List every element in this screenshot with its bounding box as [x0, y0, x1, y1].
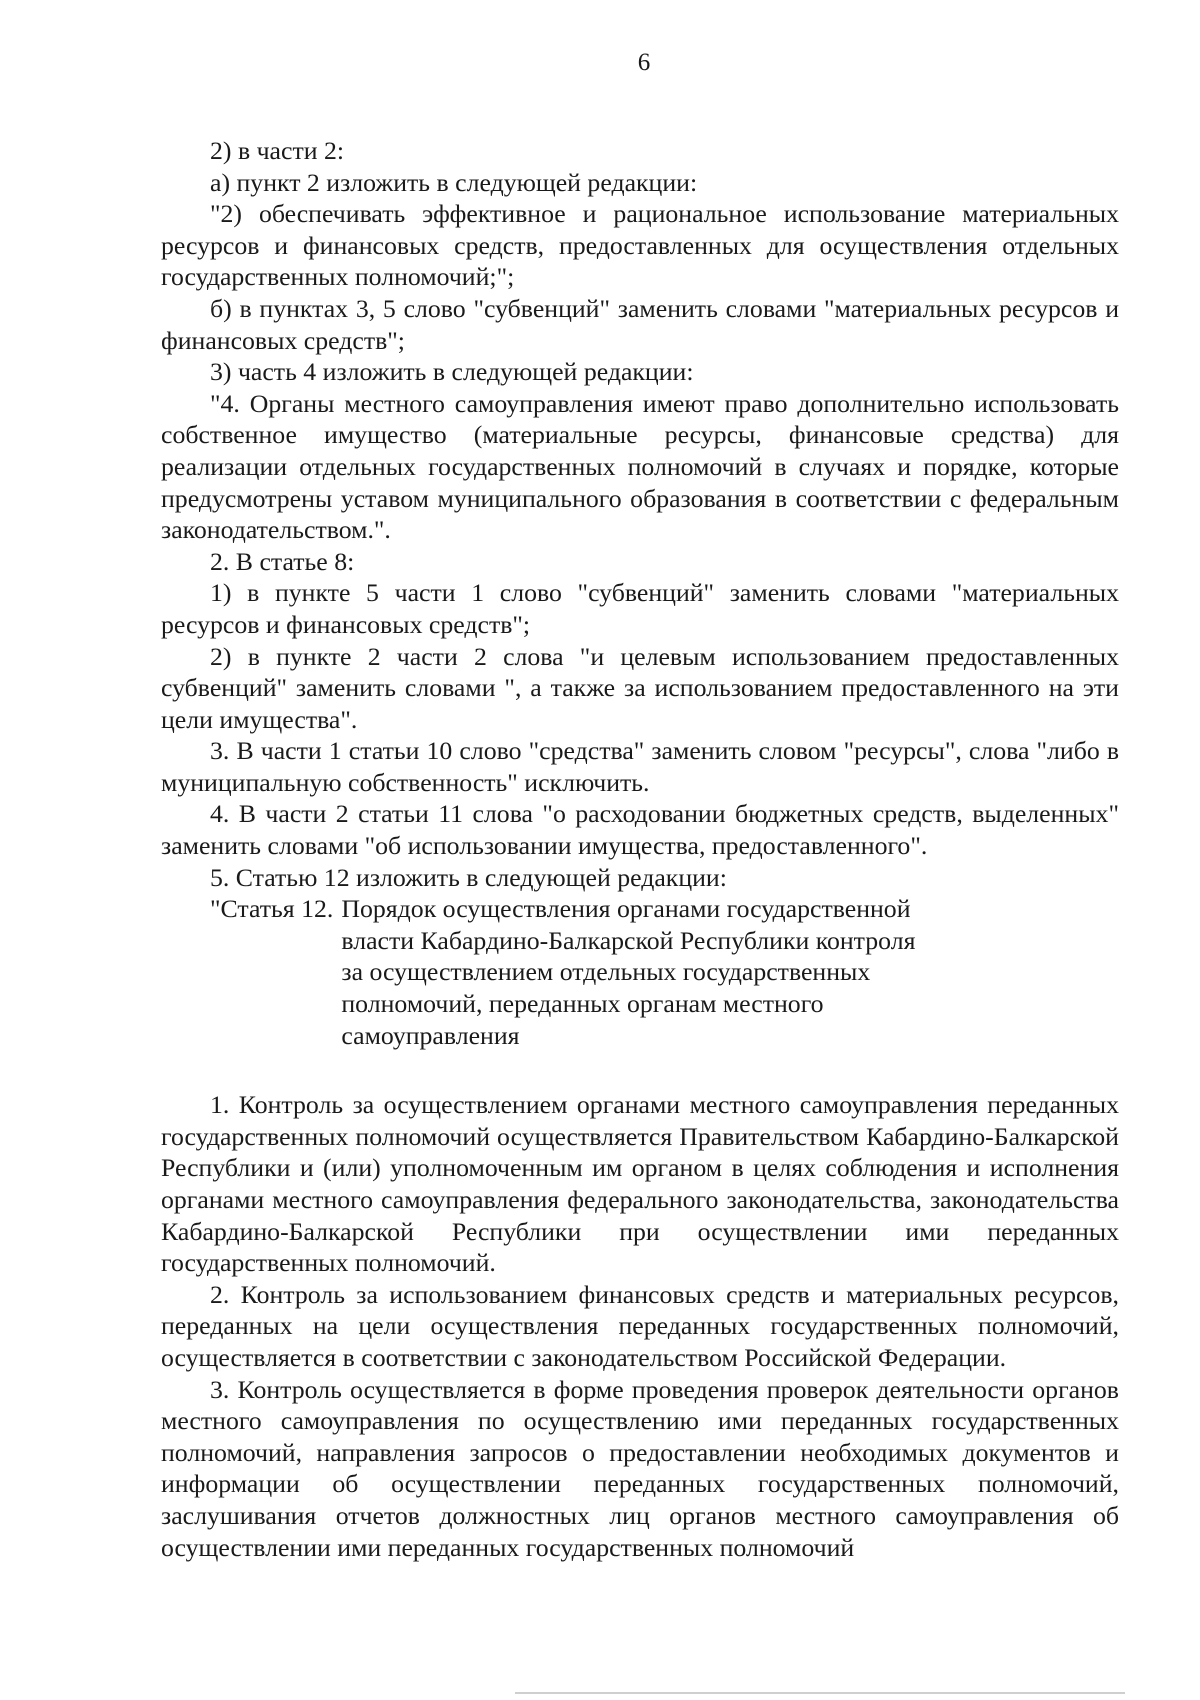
- paragraph: б) в пунктах 3, 5 слово "субвенций" заменить словами "материальных ресурсов и финансовых средств";: [161, 293, 1119, 355]
- paragraph: 3. Контроль осуществляется в форме проведения проверок деятельности органов местного самоуправления по осуществлению ими переданных государственных полномочий, направления запросов о предоставлении необходимых документов и информации об осуществлении переданных государственных полномочий, заслушивания отчетов должностных лиц органов местного самоуправления об осуществлении ими переданных государственных полномочий: [161, 1374, 1119, 1562]
- paragraph: 2) в пункте 2 части 2 слова "и целевым использованием предоставленных субвенций" заменить словами ", а также за использованием предоставленного на эти цели имущества".: [161, 641, 1119, 734]
- article-title-line: самоуправления: [341, 1020, 520, 1050]
- paragraph: 5. Статью 12 изложить в следующей редакции:: [210, 862, 727, 892]
- paragraph: "2) обеспечивать эффективное и рациональное использование материальных ресурсов и финансовых средств, предоставленных для осуществления отдельных государственных полномочий;";: [161, 199, 1119, 292]
- paragraph: 4. В части 2 статьи 11 слова "о расходовании бюджетных средств, выделенных" заменить словами "об использовании имущества, предоставленного".: [161, 799, 1119, 861]
- page-edge-line: [515, 1692, 1125, 1694]
- paragraph: 2. Контроль за использованием финансовых средств и материальных ресурсов, переданных на цели осуществления переданных государственных полномочий, осуществляется в соответствии с законодательством Российской Федерации.: [161, 1279, 1119, 1372]
- paragraph: 2. В статье 8:: [210, 546, 355, 576]
- paragraph: а) пункт 2 изложить в следующей редакции:: [210, 167, 698, 197]
- article-heading: [161, 893, 1119, 1051]
- article-title-line: власти Кабардино-Балкарской Республики контроля: [341, 925, 916, 955]
- paragraph: 1. Контроль за осуществлением органами местного самоуправления переданных государственных полномочий осуществляется Правительством Кабардино-Балкарской Республики и (или) уполномоченным им органом в целях соблюдения и исполнения органами местного самоуправления федерального законодательства, законодательства Кабардино-Балкарской Республики при осуществлении ими переданных государственных полномочий.: [161, 1090, 1119, 1278]
- article-title-line: полномочий, переданных органам местного: [341, 989, 824, 1019]
- document-body: [161, 135, 1119, 1563]
- article-number: "Статья 12.: [210, 894, 334, 924]
- spacer: [161, 1051, 1119, 1089]
- article-title: [341, 893, 981, 1051]
- paragraph: 3) часть 4 изложить в следующей редакции:: [210, 357, 694, 387]
- paragraph: 1) в пункте 5 части 1 слово "субвенций" заменить словами "материальных ресурсов и финансовых средств";: [161, 578, 1119, 639]
- page-number: 6: [637, 49, 651, 76]
- paragraph: "4. Органы местного самоуправления имеют право дополнительно использовать собственное имущество (материальные ресурсы, финансовые средства) для реализации отдельных государственных полномочий в случаях и порядке, которые предусмотрены уставом муниципального образования в соответствии с федеральным законодательством.".: [161, 388, 1119, 545]
- article-title-line: Порядок осуществления органами государственной: [341, 894, 911, 924]
- paragraph: 3. В части 1 статьи 10 слово "средства" заменить словом "ресурсы", слова "либо в муниципальную собственность" исключить.: [161, 736, 1119, 797]
- paragraph: 2) в части 2:: [210, 136, 345, 165]
- article-title-line: за осуществлением отдельных государственных: [341, 957, 871, 987]
